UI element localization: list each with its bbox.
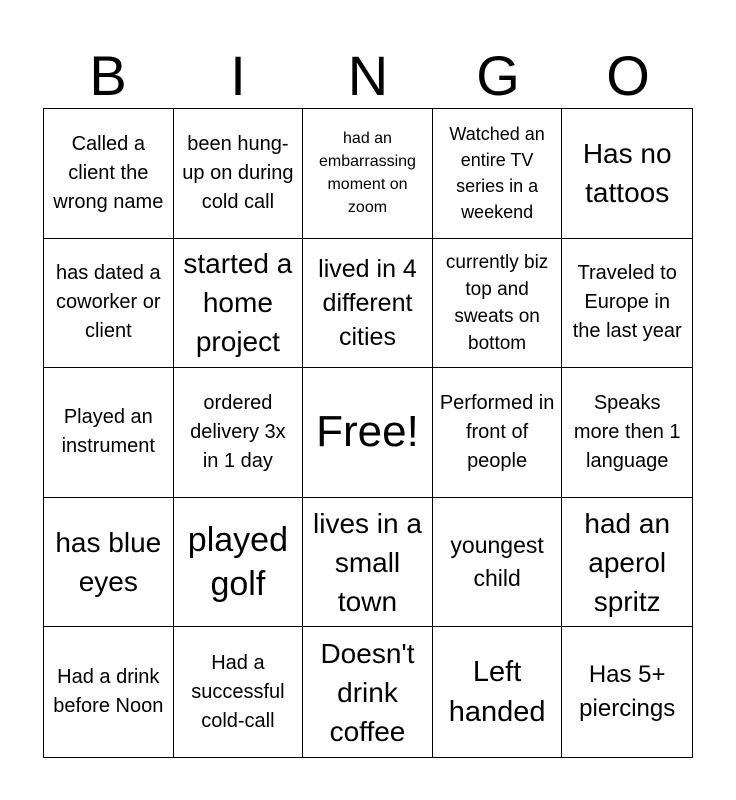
bingo-cell[interactable] [562, 109, 692, 239]
cell-text: has dated a coworker or client [56, 262, 161, 343]
cell-text: Has no tattoos [582, 138, 672, 209]
cell-text: Watched an entire TV series in a weekend [449, 124, 545, 223]
header-letter-n: N [347, 44, 389, 107]
cell-text: been hung-up on during cold call [182, 132, 294, 213]
cell-text: Traveled to Europe in the last year [572, 262, 682, 343]
bingo-cell[interactable] [562, 627, 692, 757]
bingo-cell[interactable] [174, 109, 304, 239]
cell-text: Left handed [448, 656, 546, 729]
bingo-cell[interactable] [433, 109, 563, 239]
cell-text: Called a client the wrong name [53, 132, 164, 213]
cell-text: played golf [187, 521, 288, 604]
bingo-cell[interactable] [44, 109, 174, 239]
cell-text: lived in 4 different cities [318, 254, 417, 351]
bingo-header [43, 40, 693, 108]
bingo-cell[interactable] [174, 498, 304, 628]
bingo-cell[interactable] [174, 627, 304, 757]
bingo-cell[interactable] [303, 239, 433, 369]
bingo-cell[interactable] [44, 498, 174, 628]
cell-text: Had a successful cold-call [191, 651, 285, 732]
header-letter-o: O [606, 44, 650, 107]
header-letter-b: B [89, 44, 127, 107]
cell-text: started a home project [183, 248, 293, 358]
cell-text: currently biz top and sweats on bottom [445, 251, 549, 354]
cell-text: Performed in front of people [439, 391, 555, 472]
cell-text: has blue eyes [55, 527, 162, 598]
bingo-cell[interactable] [174, 239, 304, 369]
bingo-cell[interactable] [433, 627, 563, 757]
bingo-cell[interactable] [562, 239, 692, 369]
header-letter-i: I [230, 44, 246, 107]
cell-text: Has 5+ piercings [579, 661, 676, 723]
header-letter-g: G [476, 44, 520, 107]
bingo-cell[interactable] [562, 368, 692, 498]
bingo-cell[interactable] [44, 368, 174, 498]
bingo-cell[interactable] [303, 109, 433, 239]
bingo-cell[interactable] [433, 239, 563, 369]
cell-text: had an aperol spritz [584, 507, 671, 617]
bingo-cell[interactable] [44, 239, 174, 369]
bingo-cell[interactable] [174, 368, 304, 498]
cell-text: Doesn't drink coffee [320, 637, 415, 747]
bingo-cell[interactable] [303, 498, 433, 628]
bingo-cell[interactable] [44, 627, 174, 757]
cell-text: Had a drink before Noon [53, 666, 164, 718]
bingo-cell[interactable] [303, 627, 433, 757]
bingo-board [43, 108, 693, 758]
cell-text: ordered delivery 3x in 1 day [190, 391, 286, 472]
bingo-cell-free[interactable] [303, 368, 433, 498]
bingo-cell[interactable] [562, 498, 692, 628]
bingo-cell[interactable] [433, 368, 563, 498]
cell-text: Played an instrument [61, 406, 155, 458]
free-space-text: Free! [316, 407, 419, 457]
cell-text: Speaks more then 1 language [573, 391, 681, 472]
cell-text: lives in a small town [313, 507, 422, 617]
cell-text: had an embarrassing moment on zoom [319, 130, 416, 217]
bingo-cell[interactable] [433, 498, 563, 628]
cell-text: youngest child [450, 532, 544, 592]
